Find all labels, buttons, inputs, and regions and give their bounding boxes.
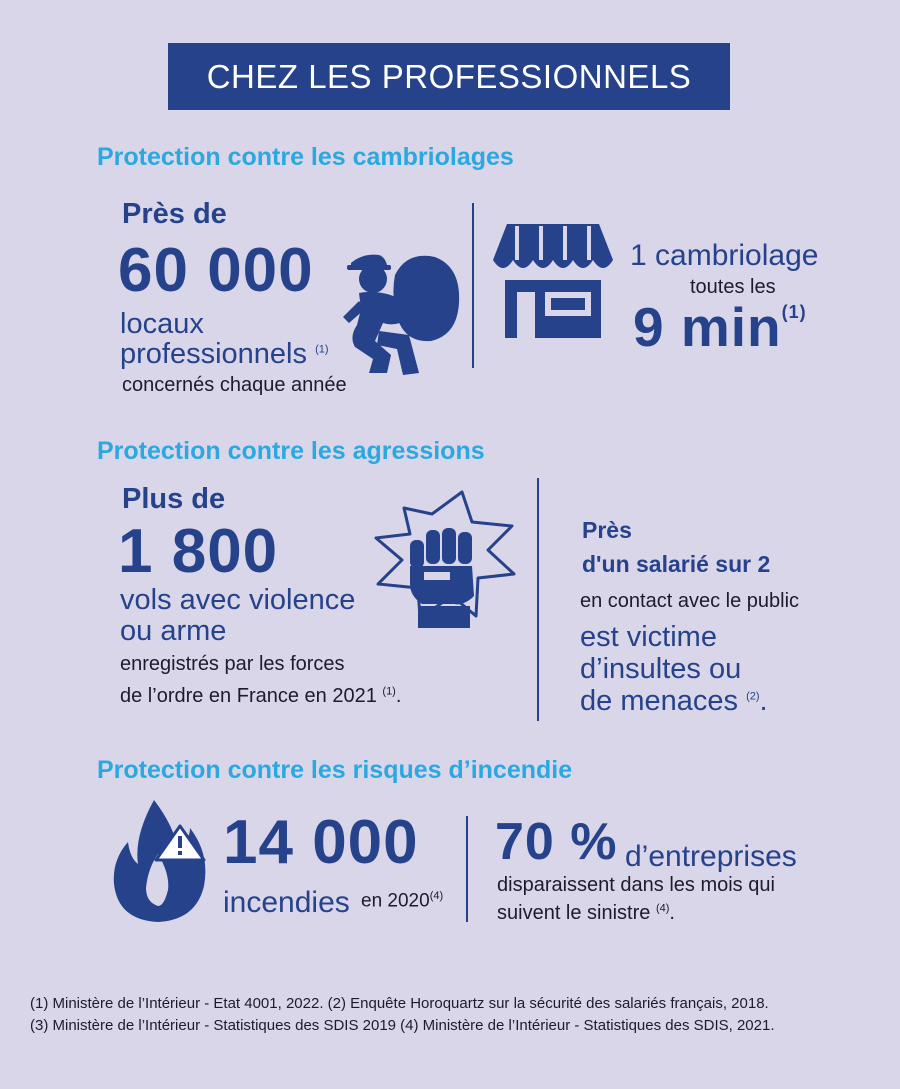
shop-number: 9 min [633,296,782,358]
cambriolages-line2: professionnels [120,338,307,370]
agressions-line4-block [120,685,401,707]
divider-agressions [537,478,539,721]
agressions-left-dot: . [395,685,402,707]
shop-note: (1) [781,302,807,322]
shop-number-block [633,296,807,358]
salarie-line6-block [580,687,768,716]
entreprises-line2: disparaissent dans les mois qui [497,874,775,896]
agressions-line3: enregistrés par les forces [120,653,345,675]
cambriolages-left-note: (1) [315,343,329,356]
footer-line2: (3) Ministère de l’Intérieur - Statistiques des SDIS 2019 (4) Ministère de l’Intérieur - Statistiques des SDIS, 2021. [30,1017,775,1034]
agressions-line1: vols avec violence [120,584,356,616]
footer-line1: (1) Ministère de l’Intérieur - Etat 4001, 2022. (2) Enquête Horoquartz sur la sécurité des salariés français, 2018. [30,995,769,1012]
salarie-line4: est victime [580,621,717,653]
salarie-note: (2) [746,690,760,703]
banner-title: CHEZ LES PROFESSIONNELS [206,57,692,95]
agressions-line4: de l’ordre en France en 2021 [120,685,377,707]
salarie-line1: Près [582,517,632,543]
cambriolages-line2-block [120,340,329,369]
incendie-left-note: (4) [429,890,444,902]
salarie-line6: de menaces [580,685,738,717]
incendie-year: en 2020 [361,890,430,912]
salarie-line2: d'un salarié sur 2 [582,551,771,577]
section-title-agressions: Protection contre les agressions [97,437,485,465]
divider-incendie [466,816,468,922]
salarie-line5: d’insultes ou [580,653,742,685]
section-title-incendie: Protection contre les risques d’incendie [97,756,573,784]
incendie-year-block [361,890,443,912]
salarie-dot: . [759,685,768,717]
shop-icon [493,224,613,338]
entreprises-line1: d’entreprises [625,840,797,873]
agressions-line2: ou arme [120,615,227,647]
cambriolages-line3: concernés chaque année [122,374,347,396]
agressions-left-note: (1) [382,685,396,698]
entreprises-line3: suivent le sinistre [497,902,651,924]
shop-line1: 1 cambriolage [630,239,819,272]
entreprises-line3-block [497,902,675,924]
cambriolages-line1: locaux [120,308,204,340]
page-banner [168,43,730,110]
incendie-number: 14 000 [223,808,419,877]
entreprises-dot: . [669,902,675,924]
cambriolages-number: 60 000 [118,236,314,305]
footer-notes [30,993,775,1037]
divider-cambriolages [472,203,474,368]
incendie-unit: incendies [223,886,350,919]
burglar-icon [335,245,465,377]
section-title-cambriolages: Protection contre les cambriolages [97,143,514,171]
entreprises-note: (4) [655,902,670,915]
cambriolages-prefix: Près de [122,198,227,230]
salarie-line3: en contact avec le public [580,590,800,612]
shop-line2: toutes les [690,276,776,298]
agressions-number: 1 800 [118,517,279,586]
fist-icon [370,488,520,638]
fire-warning-icon [112,798,208,924]
entreprises-number: 70 % [495,813,618,871]
agressions-prefix: Plus de [122,483,226,515]
